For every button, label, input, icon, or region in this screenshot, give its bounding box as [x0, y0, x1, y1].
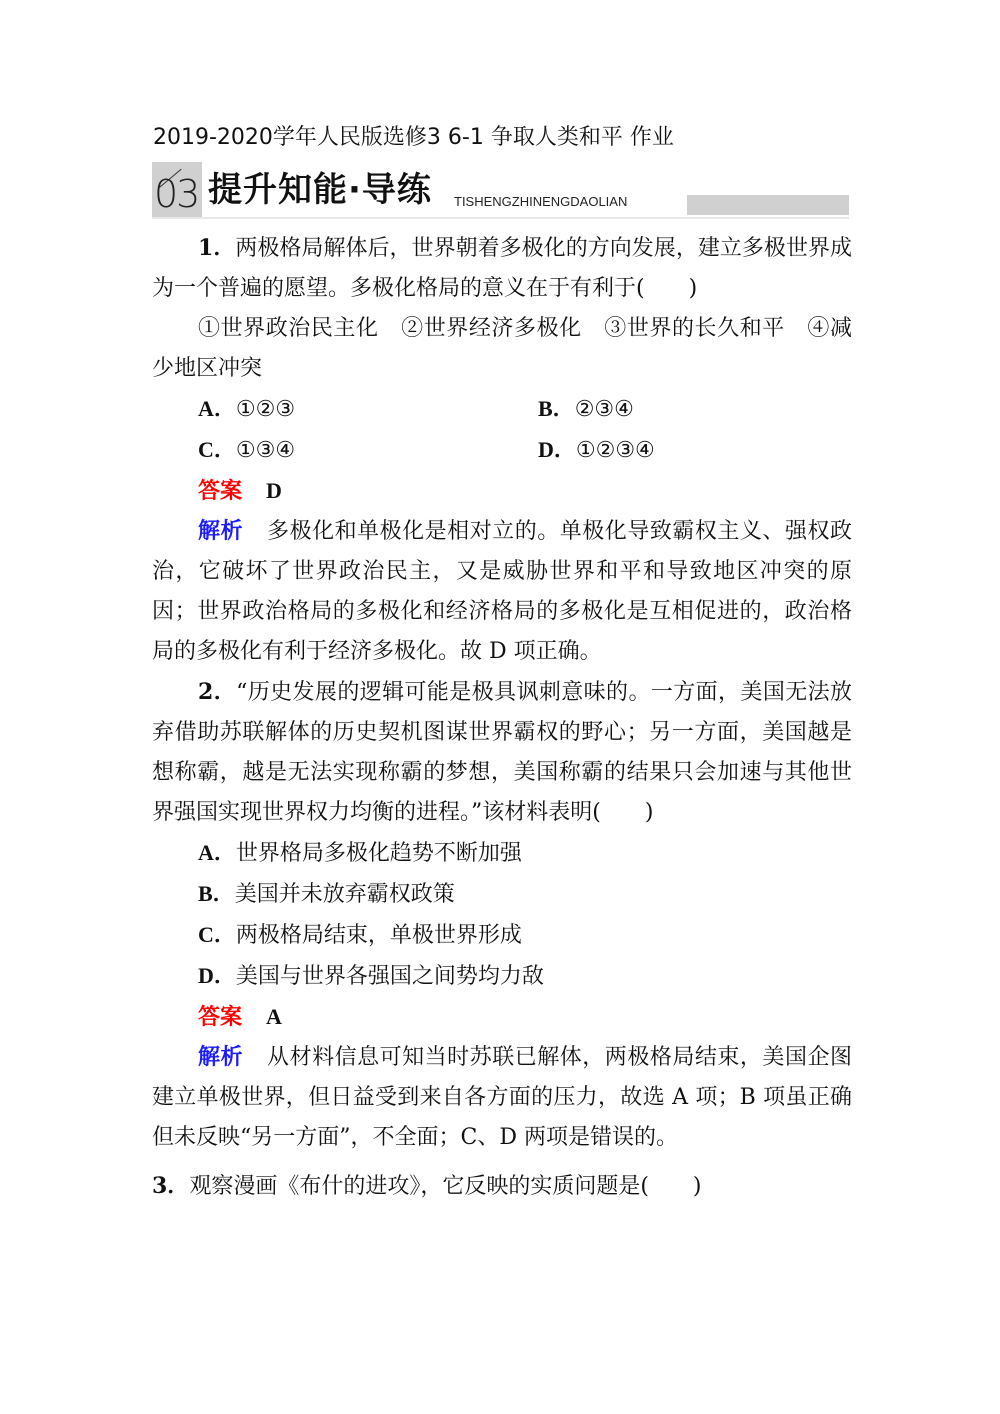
banner-underline [152, 217, 849, 219]
analysis-label: 解析 [198, 519, 244, 544]
analysis-paragraph [152, 1038, 852, 1158]
question-text: 观察漫画《布什的进攻》，它反映的实质问题是( ) [189, 1174, 702, 1199]
option-a: A．世界格局多极化趋势不断加强 [198, 840, 522, 866]
answer-line [152, 997, 852, 1038]
question-number: 3． [152, 1173, 190, 1199]
document-body [152, 228, 852, 1207]
question-3 [152, 1166, 852, 1207]
banner-title: 提升知能·导练 [208, 170, 432, 210]
answer-label: 答案 [198, 479, 243, 504]
answer-value: A [266, 1004, 282, 1029]
banner-number: 03 [154, 172, 199, 216]
question-number: 1． [198, 235, 236, 261]
question-stem [152, 228, 852, 309]
question-statements: ①世界政治民主化 ②世界经济多极化 ③世界的长久和平 ④减少地区冲突 [152, 316, 852, 381]
question-1 [152, 228, 852, 672]
option-b: B．②③④ [538, 396, 634, 422]
question-stem [152, 672, 852, 833]
answer-label: 答案 [198, 1005, 243, 1030]
question-text: 两极格局解体后，世界朝着多极化的方向发展，建立多极世界成为一个普遍的愿望。多极化格局的意义在于有利于( ) [152, 236, 852, 301]
question-stem [152, 1166, 852, 1207]
analysis-paragraph [152, 512, 852, 672]
document-title: 2019-2020学年人民版选修3 6-1 争取人类和平 作业 [153, 125, 674, 150]
option-c: C．①③④ [198, 437, 296, 463]
banner-gray-bar [687, 195, 849, 215]
section-banner [152, 162, 849, 218]
option-a: A．①②③ [198, 396, 296, 422]
answer-value: D [266, 478, 282, 503]
option-d: D．①②③④ [538, 437, 655, 463]
analysis-text: 多极化和单极化是相对立的。单极化导致霸权主义、强权政治，它破坏了世界政治民主，又是威胁世界和平和导致地区冲突的原因；世界政治格局的多极化和经济格局的多极化是互相促进的，政治格局的多极化有利于经济多极化。故 D 项正确。 [152, 519, 852, 664]
analysis-text: 从材料信息可知当时苏联已解体，两极格局结束，美国企图建立单极世界，但日益受到来自各方面的压力，故选 A 项；B 项虽正确但未反映“另一方面”，不全面；C、D 两项是错误的。 [152, 1045, 852, 1150]
question-2 [152, 672, 852, 1158]
question-text: “历史发展的逻辑可能是极具讽刺意味的。一方面，美国无法放弃借助苏联解体的历史契机图谋世界霸权的野心；另一方面，美国越是想称霸，越是无法实现称霸的梦想，美国称霸的结果只会加速与其他世界强国实现世界权力均衡的进程。”该材料表明( ) [152, 680, 853, 825]
option-c: C．两极格局结束，单极世界形成 [198, 922, 522, 948]
question-number: 2． [198, 679, 237, 705]
answer-line [152, 471, 852, 512]
option-b: B．美国并未放弃霸权政策 [198, 881, 455, 907]
options-list [152, 389, 852, 471]
analysis-label: 解析 [198, 1045, 244, 1070]
option-d: D．美国与世界各强国之间势均力敌 [198, 963, 544, 989]
banner-pinyin: TISHENGZHINENGDAOLIAN [454, 194, 628, 209]
